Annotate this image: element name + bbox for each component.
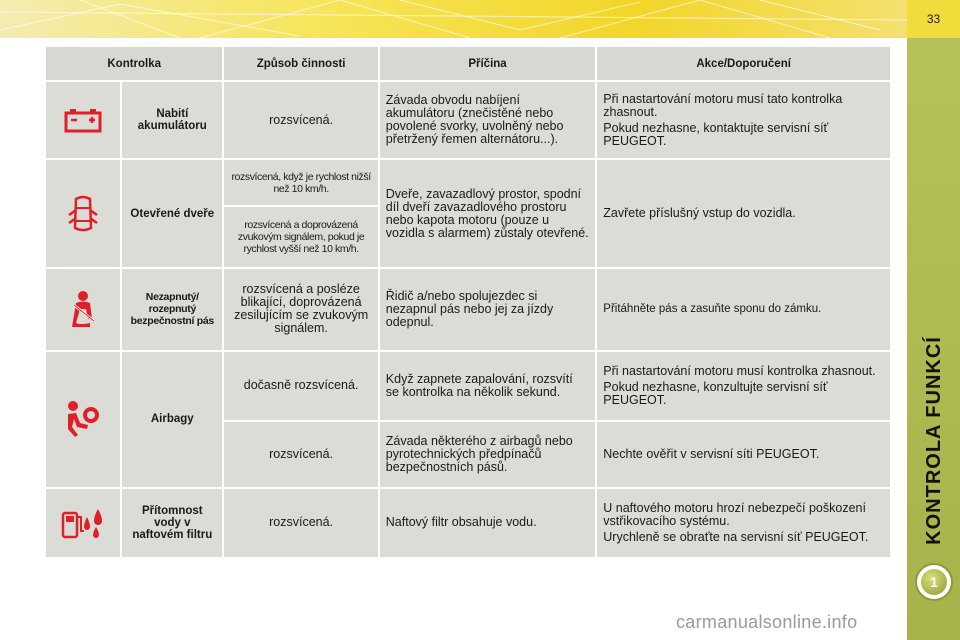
battery-mode: rozsvícená.: [224, 82, 377, 158]
airbag-cause-1: Když zapnete zapalování, rozsvítí se kontrolka na několik sekund.: [380, 352, 596, 420]
airbag-icon: [64, 399, 102, 439]
water-icon-cell: [46, 489, 120, 557]
table-row: [46, 160, 890, 204]
header-zpusob: Způsob činnosti: [224, 47, 377, 80]
water-action: [597, 489, 890, 557]
doors-action: Zavřete příslušný vstup do vozidla.: [597, 160, 890, 267]
airbag-action-1a: Při nastartování motoru musí kontrolka zhasnout.: [603, 363, 876, 378]
table-row: [46, 82, 890, 158]
table-row: [46, 269, 890, 350]
page-number: 33: [907, 0, 960, 38]
battery-action-2: Pokud nezhasne, kontaktujte servisní síť PEUGEOT.: [603, 120, 829, 148]
watermark: carmanualsonline.info: [676, 612, 858, 632]
seatbelt-name: Nezapnutý/ rozepnutý bezpečnostní pás: [122, 269, 222, 350]
water-action-1: U naftového motoru hrozí nebezpečí poškození vstřikovacího systému.: [603, 500, 866, 528]
water-cause: Naftový filtr obsahuje vodu.: [380, 489, 596, 557]
warning-lights-table: [44, 45, 892, 559]
table-row: [46, 352, 890, 420]
battery-cause: Závada obvodu nabíjení akumulátoru (znečistěné nebo povolené svorky, uvolněný nebo přetržený řemen alternátoru...).: [380, 82, 596, 158]
header-kontrolka: Kontrolka: [46, 47, 222, 80]
table-header-row: [46, 47, 890, 80]
seatbelt-action: Přitáhněte pás a zasuňte sponu do zámku.: [597, 269, 890, 350]
seatbelt-mode: rozsvícená a posléze blikající, doprovázená zesilujícím se zvukovým signálem.: [224, 269, 377, 350]
doors-mode-1: rozsvícená, když je rychlost nižší než 10 km/h.: [224, 160, 377, 204]
chapter-title-text: KONTROLA FUNKCÍ: [922, 335, 945, 545]
airbag-icon-cell: [46, 352, 120, 487]
chapter-number: 1: [921, 569, 947, 595]
airbag-mode-2: rozsvícená.: [224, 422, 377, 486]
water-action-2: Urychleně se obraťte na servisní síť PEUGEOT.: [603, 529, 869, 544]
airbag-action-1b: Pokud nezhasne, konzultujte servisní síť PEUGEOT.: [603, 379, 828, 407]
airbag-cause-2: Závada některého z airbagů nebo pyrotechnických předpínačů bezpečnostních pásů.: [380, 422, 596, 486]
seatbelt-icon: [68, 289, 98, 329]
battery-action-1: Při nastartování motoru musí tato kontrolka zhasnout.: [603, 91, 843, 119]
battery-action: [597, 82, 890, 158]
top-decorative-band: [0, 0, 907, 38]
doors-mode-2: rozsvícená a doprovázená zvukovým signálem, pokud je rychlost vyšší než 10 km/h.: [224, 207, 377, 267]
doors-name: Otevřené dveře: [122, 160, 222, 267]
seatbelt-cause: Řidič a/nebo spolujezdec si nezapnul pás nebo jej za jízdy odepnul.: [380, 269, 596, 350]
header-pricina: Příčina: [380, 47, 596, 80]
table-row: [46, 489, 890, 557]
doors-icon-cell: [46, 160, 120, 267]
chapter-badge: [915, 563, 953, 601]
header-akce: Akce/Doporučení: [597, 47, 890, 80]
airbag-action-1: [597, 352, 890, 420]
open-doors-icon: [67, 194, 99, 234]
top-band-lines: [0, 0, 907, 38]
water-in-fuel-icon: [60, 505, 106, 541]
chapter-title: [908, 320, 960, 560]
water-mode: rozsvícená.: [224, 489, 377, 557]
battery-name: Nabití akumulátoru: [122, 82, 222, 158]
airbag-name: Airbagy: [122, 352, 222, 487]
doors-cause: Dveře, zavazadlový prostor, spodní díl dveří zavazadlového prostoru nebo kapota motoru (pouze u vozidla s alarmem) zůstaly otevřené.: [380, 160, 596, 267]
airbag-action-2: Nechte ověřit v servisní síti PEUGEOT.: [597, 422, 890, 486]
water-name: Přítomnost vody v naftovém filtru: [122, 489, 222, 557]
battery-icon-cell: [46, 82, 120, 158]
airbag-mode-1: dočasně rozsvícená.: [224, 352, 377, 420]
battery-icon: [63, 106, 103, 134]
seatbelt-icon-cell: [46, 269, 120, 350]
